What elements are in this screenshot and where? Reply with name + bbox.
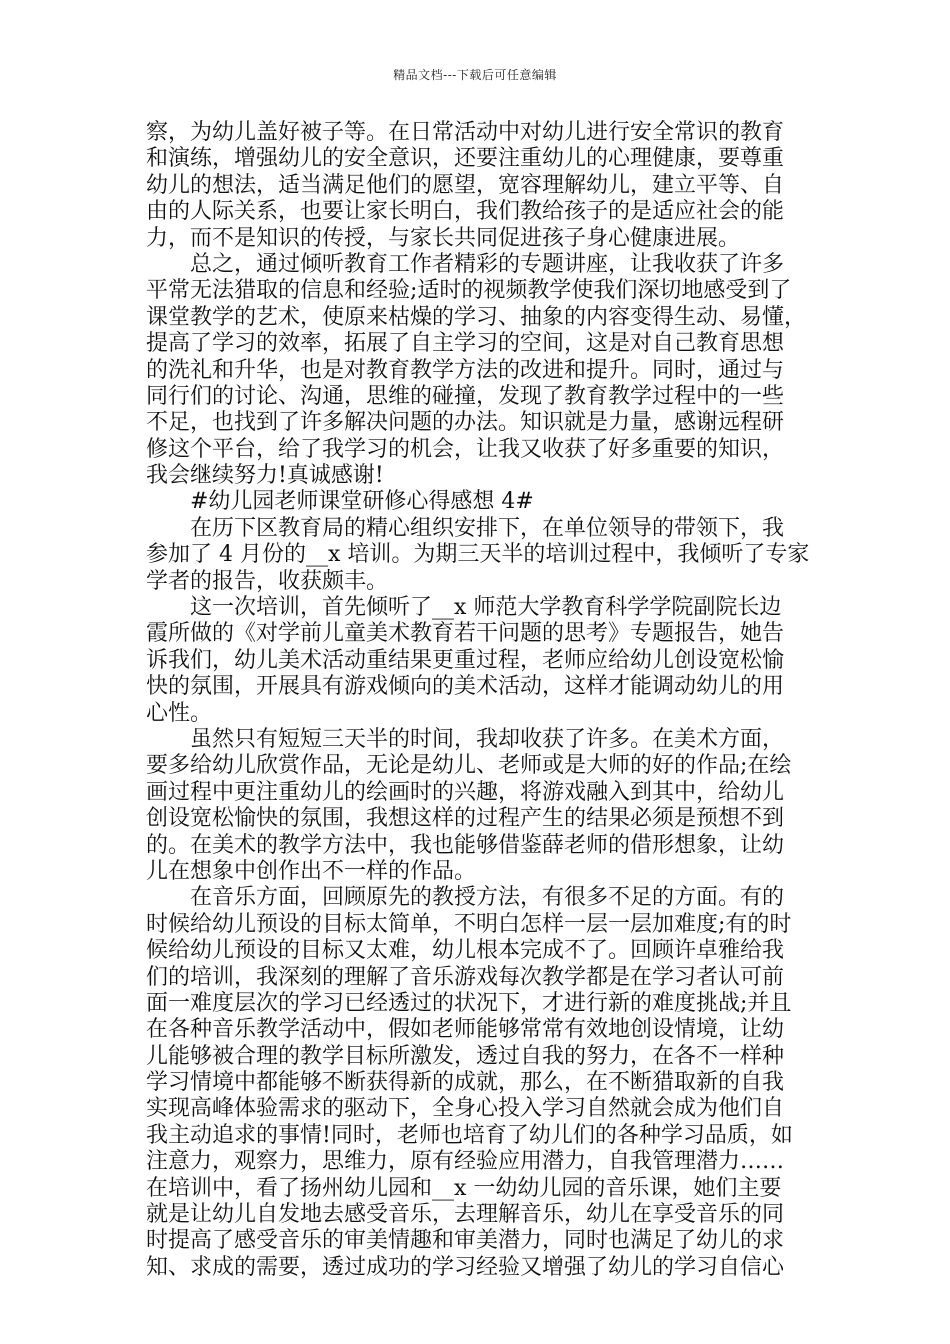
text-line: 在培训中，看了扬州幼儿园和__x 一幼幼儿园的音乐课，她们主要 [146, 1175, 782, 1201]
text-line: 们的培训，我深刻的理解了音乐游戏每次教学都是在学习者认可前 [146, 964, 785, 990]
text-line: 在各种音乐教学活动中，假如老师能够常常有效地创设情境，让幼 [146, 1017, 785, 1043]
text-line: 时候给幼儿预设的目标太简单，不明白怎样一层一层加难度;有的时 [146, 911, 792, 937]
text-line: 提高了学习的效率，拓展了自主学习的空间，这是对自己教育思想 [146, 331, 785, 357]
text-line: 不足，也找到了许多解决问题的办法。知识就是力量，感谢远程研 [146, 410, 785, 436]
text-line: 同行们的讨论、沟通，思维的碰撞，发现了教育教学过程中的一些 [146, 383, 785, 409]
text-line: 的。在美术的教学方法中，我也能够借鉴薛老师的借形想象，让幼 [146, 832, 785, 858]
text-line: 力，而不是知识的传授，与家长共同促进孩子身心健康进展。 [146, 225, 741, 251]
text-line: 候给幼儿预设的目标又太难，幼儿根本完成不了。回顾许卓雅给我 [146, 938, 785, 964]
text-line: 学者的报告，收获颇丰。 [146, 568, 389, 594]
text-line: 平常无法猎取的信息和经验;适时的视频教学使我们深切地感受到了 [146, 278, 792, 304]
text-line: 实现高峰体验需求的驱动下，全身心投入学习自然就会成为他们自 [146, 1096, 785, 1122]
text-line: 儿能够被合理的教学目标所激发，透过自我的努力，在各不一样种 [146, 1043, 785, 1069]
text-line: 时提高了感受音乐的审美情趣和审美潜力，同时也满足了幼儿的求 [146, 1228, 785, 1254]
document-body [146, 120, 808, 1281]
text-line: 虽然只有短短三天半的时间，我却收获了许多。在美术方面， [190, 726, 785, 752]
text-line: 在历下区教育局的精心组织安排下，在单位领导的带领下，我 [190, 515, 785, 541]
text-line: 参加了 4 月份的__x 培训。为期三天半的培训过程中，我倾听了专家 [146, 542, 810, 568]
text-line: 创设宽松愉快的氛围，我想这样的过程产生的结果必须是预想不到 [146, 806, 785, 832]
text-line: 由的人际关系，也要让家长明白，我们教给孩子的是适应社会的能 [146, 199, 785, 225]
text-line: 就是让幼儿自发地去感受音乐，去理解音乐，幼儿在享受音乐的同 [146, 1202, 785, 1228]
text-line: 总之，通过倾听教育工作者精彩的专题讲座，让我收获了许多 [190, 251, 785, 277]
text-line: 快的氛围，开展具有游戏倾向的美术活动，这样才能调动幼儿的用 [146, 674, 785, 700]
text-line: 察，为幼儿盖好被子等。在日常活动中对幼儿进行安全常识的教育 [146, 120, 785, 145]
text-line: 要多给幼儿欣赏作品，无论是幼儿、老师或是大师的好的作品;在绘 [146, 753, 792, 779]
text-line: 注意力，观察力，思维力，原有经验应用潜力，自我管理潜力…… [146, 1149, 785, 1175]
text-line: 我主动追求的事情!同时，老师也培育了幼儿们的各种学习品质，如 [146, 1122, 793, 1148]
text-line: 我会继续努力!真诚感谢! [146, 463, 384, 489]
text-line: #幼儿园老师课堂研修心得感想 4# [190, 489, 534, 515]
text-line: 幼儿的想法，适当满足他们的愿望，宽容理解幼儿，建立平等、自 [146, 172, 785, 198]
text-line: 这一次培训，首先倾听了__x 师范大学教育科学学院副院长边 [190, 595, 782, 621]
page-header: 精品文档---下载后可任意编辑 [393, 68, 557, 82]
text-line: 面一难度层次的学习已经透过的状况下，才进行新的难度挑战;并且 [146, 990, 792, 1016]
text-line: 画过程中更注重幼儿的绘画时的兴趣，将游戏融入到其中，给幼儿 [146, 779, 785, 805]
text-line: 修这个平台，给了我学习的机会，让我又收获了好多重要的知识， [146, 436, 785, 462]
text-line: 儿在想象中创作出不一样的作品。 [146, 858, 477, 884]
text-line: 霞所做的《对学前儿童美术教育若干问题的思考》专题报告，她告 [146, 621, 785, 647]
text-line: 的洗礼和升华，也是对教育教学方法的改进和提升。同时，通过与 [146, 357, 785, 383]
text-line: 心性。 [146, 700, 213, 726]
text-line: 课堂教学的艺术，使原来枯燥的学习、抽象的内容变得生动、易懂， [146, 304, 807, 330]
text-line: 诉我们，幼儿美术活动重结果更重过程，老师应给幼儿创设宽松愉 [146, 647, 785, 673]
text-line: 知、求成的需要，透过成功的学习经验又增强了幼儿的学习自信心 [146, 1254, 785, 1280]
text-line: 和演练，增强幼儿的安全意识，还要注重幼儿的心理健康，要尊重 [146, 146, 785, 172]
text-line: 在音乐方面，回顾原先的教授方法，有很多不足的方面。有的 [190, 885, 785, 911]
text-line: 学习情境中都能够不断获得新的成就，那么，在不断猎取新的自我 [146, 1070, 785, 1096]
